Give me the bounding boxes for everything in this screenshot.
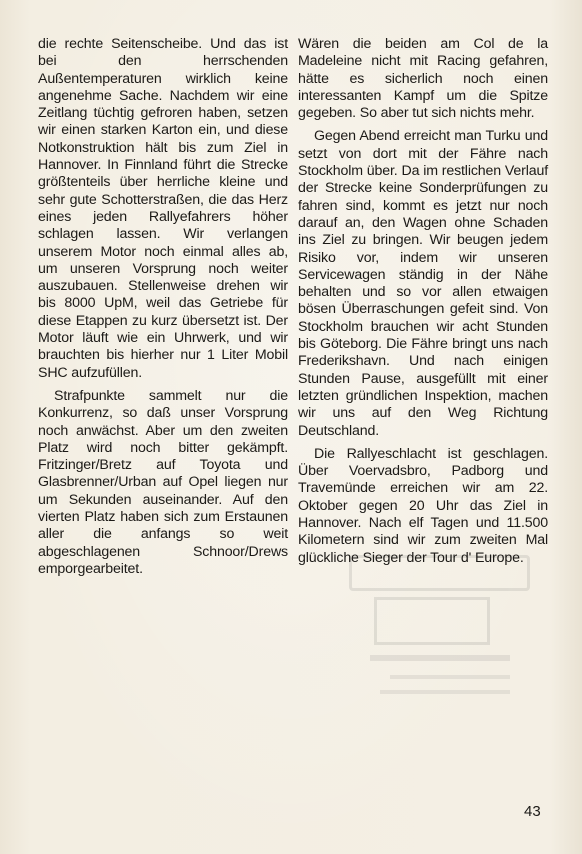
paragraph: Gegen Abend erreicht man Turku und setzt von dort mit der Fähre nach Stockholm über. Da im restlichen Verlauf der Strecke keine Sonderprüfungen zu fahren sind, kommt es jetzt nur noch darauf an, den Wagen ohne Schaden ins Ziel zu bringen. Wir beugen jedem Risiko vor, indem wir unseren Servicewagen ständig in der Nähe behalten und so vor allen etwaigen bösen Überraschungen gefeit sind. Von Stockholm brauchen wir acht Stunden bis Göteborg. Die Fähre bringt uns nach Frederikshavn. Und nach einigen Stunden Pause, ausgefüllt mit einer letzten gründlichen Inspektion, machen wir uns auf den Weg Richtung Deutschland. [298,128,548,439]
show-through-line [390,675,510,679]
show-through-advertisement [355,555,530,755]
show-through-line [370,655,510,661]
paragraph: die rechte Seitenscheibe. Und das ist bei den herrschenden Außentemperaturen wirklich keine angenehme Sache. Nachdem wir eine Zeitlang tüchtig gefroren haben, setzen wir einen starken Karton ein, und diese Notkonstruktion hält bis zum Ziel in Hannover. In Finnland führt die Strecke größtenteils über herrliche kleine und sehr gute Schotterstraßen, die das Herz eines jeden Rallyefahrers höher schlagen lassen. Wir verlangen unserem Motor noch einmal alles ab, um unseren Vorsprung noch weiter auszubauen. Stellenweise drehen wir bis 8000 UpM, weil das Getriebe für diese Etappen zu kurz übersetzt ist. Der Motor läuft wie ein Uhrwerk, und wir brauchten bis hierher nur 1 Liter Mobil SHC aufzufüllen. [38,36,288,381]
page-number: 43 [524,803,541,820]
show-through-logo [374,597,490,645]
show-through-line [380,690,510,694]
paragraph: Wären die beiden am Col de la Madeleine nicht mit Racing gefahren, hätte es sicherlich noch einen interessanten Kampf um die Spitze gegeben. So aber tut sich nichts mehr. [298,36,548,122]
paragraph: Strafpunkte sammelt nur die Konkurrenz, so daß unser Vorsprung noch anwächst. Aber um den zweiten Platz wird noch bitter gekämpft. Fritzinger/Bretz auf Toyota und Glasbrenner/Urban auf Opel liegen nur um Sekunden auseinander. Auf den vierten Platz haben sich zum Erstaunen aller die anfangs so weit abgeschlagenen Schnoor/Drews emporgearbeitet. [38,387,288,577]
left-text-column [38,36,288,584]
paragraph: Die Rallyeschlacht ist geschlagen. Über Voervadsbro, Padborg und Travemünde erreichen wir am 22. Oktober gegen 20 Uhr das Ziel in Hannover. Nach elf Tagen und 11.500 Kilometern sind wir zum zweiten Mal glückliche Sieger der Tour d' Europe. [298,445,548,566]
right-text-column [298,36,548,573]
